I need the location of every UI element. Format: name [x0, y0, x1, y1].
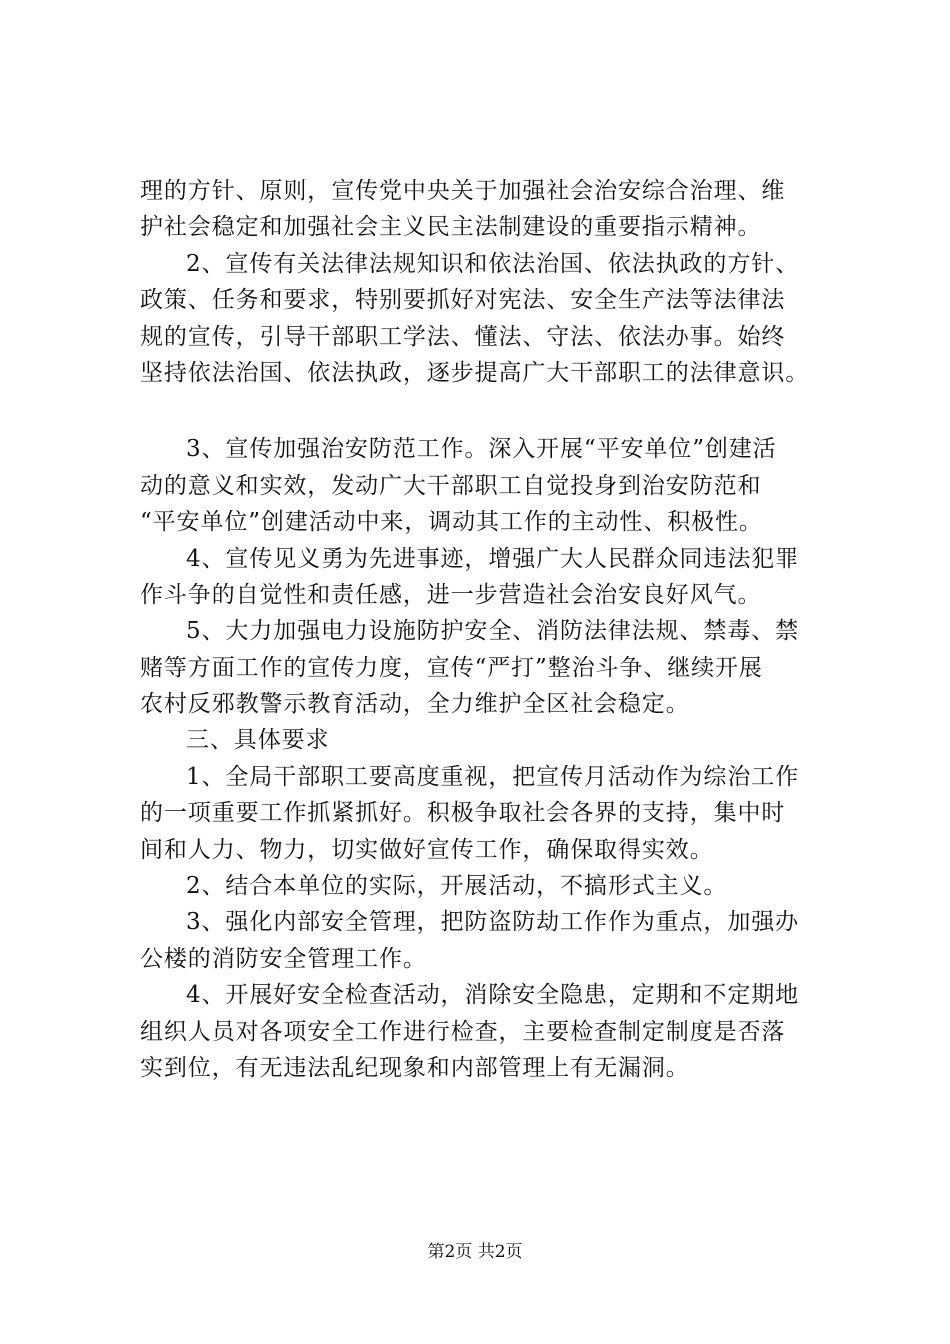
paragraph-first-line: 5、大力加强电力设施防护安全、消防法律法规、禁毒、禁 [186, 618, 800, 645]
text-line: 赌等方面工作的宣传力度，宣传“严打”整治斗争、继续开展 [140, 654, 763, 681]
text-line: 护社会稳定和加强社会主义民主法制建设的重要指示精神。 [140, 214, 762, 241]
paragraph-first-line: 4、开展好安全检查活动，消除安全隐患，定期和不定期地 [186, 982, 800, 1009]
document-body [140, 173, 840, 1086]
paragraph-first-line: 3、宣传加强治安防范工作。深入开展“平安单位”创建活 [186, 436, 777, 463]
text-line: 的一项重要工作抓紧抓好。积极争取社会各界的支持，集中时 [140, 800, 786, 827]
text-line: 坚持依法治国、依法执政，逐步提高广大干部职工的法律意识。 [140, 359, 810, 386]
blank-line [140, 391, 840, 431]
text-line: “平安单位”创建活动中来，调动其工作的主动性、积极性。 [140, 509, 763, 536]
text-line: 间和人力、物力，切实做好宣传工作，确保取得实效。 [140, 836, 714, 863]
paragraph-first-line: 3、强化内部安全管理，把防盗防劫工作作为重点，加强办 [186, 909, 800, 936]
text-line: 政策、任务和要求，特别要抓好对宪法、安全生产法等法律法 [140, 287, 786, 314]
paragraph-first-line: 2、宣传有关法律法规知识和依法治国、依法执政的方针、 [186, 250, 800, 277]
text-line: 动的意义和实效，发动广大干部职工自觉投身到治安防范和 [140, 472, 762, 499]
text-line: 作斗争的自觉性和责任感，进一步营造社会治安良好风气。 [140, 581, 762, 608]
paragraph-first-line: 三、具体要求 [186, 727, 330, 754]
text-line: 理的方针、原则，宣传党中央关于加强社会治安综合治理、维 [140, 178, 786, 204]
text-line: 实到位，有无违法乱纪现象和内部管理上有无漏洞。 [140, 1054, 690, 1081]
paragraph-first-line: 1、全局干部职工要高度重视，把宣传月活动作为综治工作 [186, 763, 800, 790]
paragraph-first-line: 4、宣传见义勇为先进事迹，增强广大人民群众同违法犯罪 [186, 545, 800, 572]
text-line: 公楼的消防安全管理工作。 [140, 945, 427, 972]
text-line: 农村反邪教警示教育活动，全力维护全区社会稳定。 [140, 691, 690, 718]
page-footer: 第2页 共2页 [427, 1242, 523, 1262]
paragraph-first-line: 2、结合本单位的实际，开展活动，不搞形式主义。 [186, 873, 728, 900]
text-line: 规的宣传，引导干部职工学法、懂法、守法、依法办事。始终 [140, 323, 786, 350]
text-line: 组织人员对各项安全工作进行检查，主要检查制定制度是否落 [140, 1018, 786, 1045]
